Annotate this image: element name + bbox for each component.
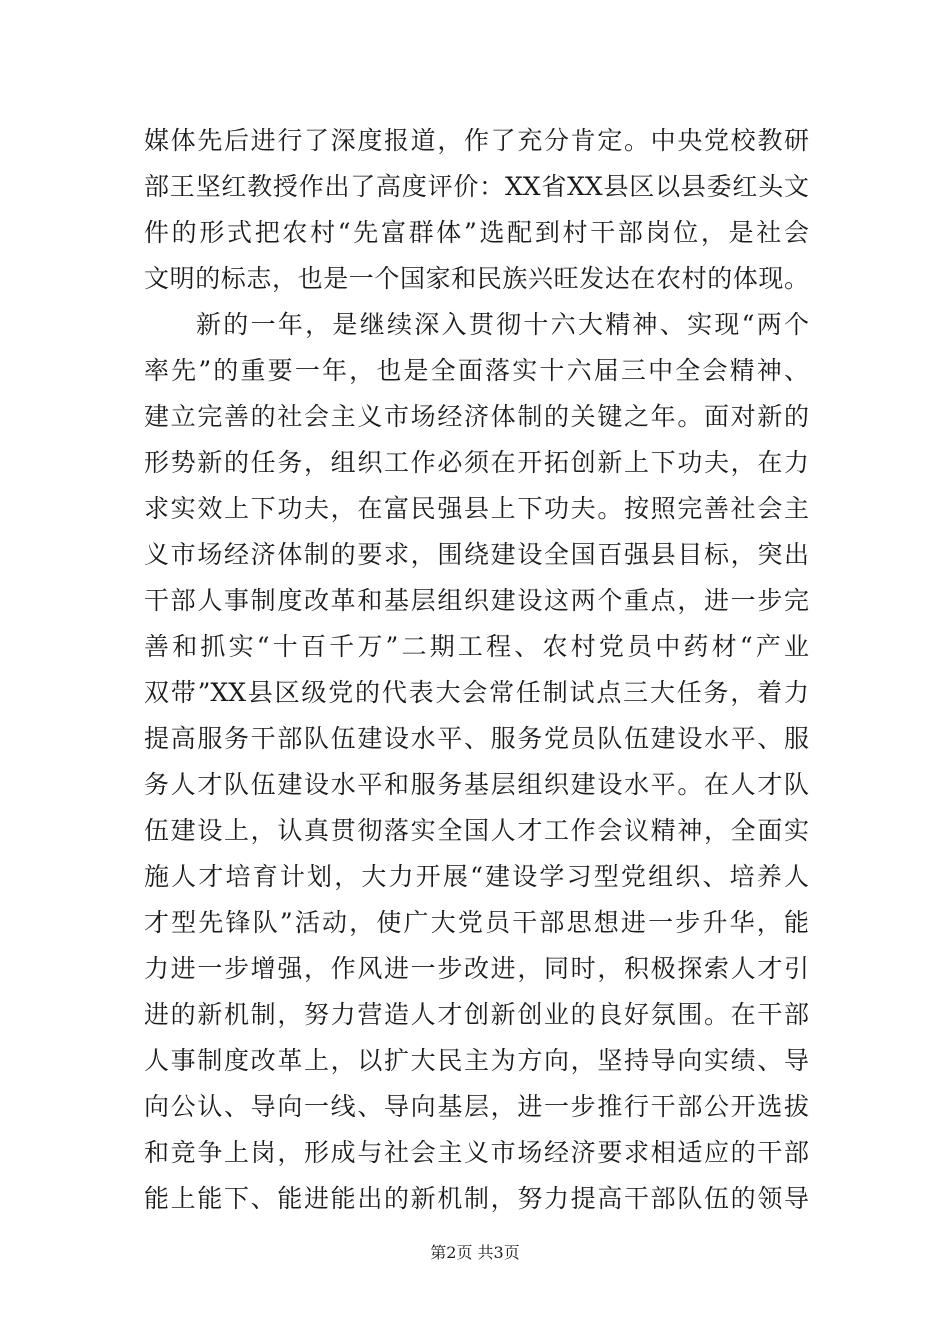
text-line: 力进一步增强，作风进一步改进，同时，积极探索人才引: [144, 954, 809, 983]
text-line: 求实效上下功夫，在富民强县上下功夫。按照完善社会主: [144, 494, 809, 523]
paragraph: [144, 302, 809, 1222]
text-line: 率先”的重要一年，也是全面落实十六届三中全会精神、: [144, 356, 809, 385]
text-line: 文明的标志，也是一个国家和民族兴旺发达在农村的体现。: [144, 264, 809, 293]
text-line: 施人才培育计划，大力开展“建设学习型党组织、培养人: [144, 862, 809, 891]
text-line: 提高服务干部队伍建设水平、服务党员队伍建设水平、服: [144, 724, 809, 753]
text-line: 能上能下、能进能出的新机制，努力提高干部队伍的领导: [144, 1184, 809, 1213]
text-line: 干部人事制度改革和基层组织建设这两个重点，进一步完: [144, 586, 809, 615]
text-line: 件的形式把农村“先富群体”选配到村干部岗位，是社会: [144, 218, 809, 247]
text-line: 部王坚红教授作出了高度评价：XX省XX县区以县委红头文: [144, 172, 809, 201]
text-line: 和竞争上岗，形成与社会主义市场经济要求相适应的干部: [144, 1138, 809, 1167]
text-line: 双带”XX县区级党的代表大会常任制试点三大任务，着力: [144, 678, 809, 707]
text-line: 建立完善的社会主义市场经济体制的关键之年。面对新的: [144, 402, 809, 431]
text-line: 才型先锋队”活动，使广大党员干部思想进一步升华，能: [144, 908, 809, 937]
document-body: [144, 118, 809, 1222]
text-line: 新的一年，是继续深入贯彻十六大精神、实现“两个: [196, 310, 809, 339]
text-line: 形势新的任务，组织工作必须在开拓创新上下功夫，在力: [144, 448, 809, 477]
text-line: 媒体先后进行了深度报道，作了充分肯定。中央党校教研: [144, 126, 809, 155]
text-line: 人事制度改革上，以扩大民主为方向，坚持导向实绩、导: [144, 1046, 809, 1075]
text-line: 务人才队伍建设水平和服务基层组织建设水平。在人才队: [144, 770, 809, 799]
paragraph: [144, 118, 809, 302]
text-line: 善和抓实“十百千万”二期工程、农村党员中药材“产业: [144, 632, 809, 661]
text-line: 伍建设上，认真贯彻落实全国人才工作会议精神，全面实: [144, 816, 809, 845]
text-line: 义市场经济体制的要求，围绕建设全国百强县目标，突出: [144, 540, 809, 569]
text-line: 进的新机制，努力营造人才创新创业的良好氛围。在干部: [144, 1000, 809, 1029]
page-footer: 第2页 共3页: [430, 1243, 520, 1262]
text-line: 向公认、导向一线、导向基层，进一步推行干部公开选拔: [144, 1092, 809, 1121]
